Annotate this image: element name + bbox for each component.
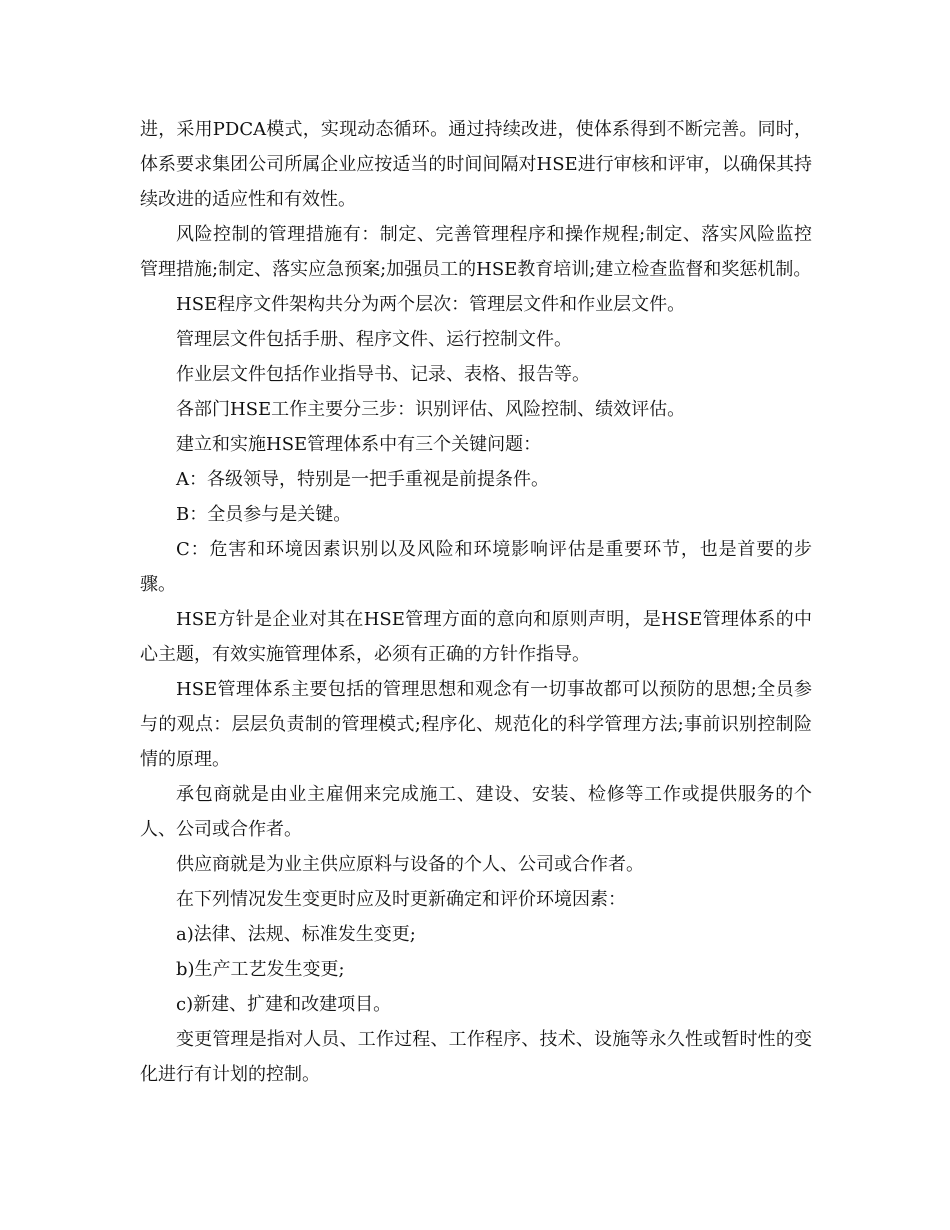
paragraph-risk-control-measures: 风险控制的管理措施有：制定、完善管理程序和操作规程;制定、落实风险监控管理措施;制定、落实应急预案;加强员工的HSE教育培训;建立检查监督和奖惩机制。	[140, 224, 812, 280]
paragraph-key-issues: 建立和实施HSE管理体系中有三个关键问题：	[176, 434, 542, 455]
list-item-a: A：各级领导，特别是一把手重视是前提条件。	[176, 469, 549, 490]
paragraph-operation-docs: 作业层文件包括作业指导书、记录、表格、报告等。	[176, 364, 590, 385]
paragraph-three-steps: 各部门HSE工作主要分三步：识别评估、风险控制、绩效评估。	[176, 399, 686, 420]
list-item-law-changes: a)法律、法规、标准发生变更;	[176, 924, 416, 945]
paragraph-hse-policy: HSE方针是企业对其在HSE管理方面的意向和原则声明，是HSE管理体系的中心主题，有效实施管理体系，必须有正确的方针作指导。	[140, 609, 812, 665]
paragraph-contractor: 承包商就是由业主雇佣来完成施工、建设、安装、检修等工作或提供服务的个人、公司或合作者。	[140, 784, 812, 840]
paragraph-document-structure: HSE程序文件架构共分为两个层次：管理层文件和作业层文件。	[176, 294, 686, 315]
paragraph-update-conditions: 在下列情况发生变更时应及时更新确定和评价环境因素：	[176, 889, 626, 910]
list-item-b: B：全员参与是关键。	[176, 504, 352, 525]
paragraph-continuation: 进，采用PDCA模式，实现动态循环。通过持续改进，使体系得到不断完善。同时，体系要求集团公司所属企业应按适当的时间间隔对HSE进行审核和评审，以确保其持续改进的适应性和有效性。	[140, 119, 812, 210]
paragraph-change-management: 变更管理是指对人员、工作过程、工作程序、技术、设施等永久性或暂时性的变化进行有计划的控制。	[140, 1029, 812, 1085]
paragraph-supplier: 供应商就是为业主供应原料与设备的个人、公司或合作者。	[176, 854, 644, 875]
paragraph-management-docs: 管理层文件包括手册、程序文件、运行控制文件。	[176, 329, 572, 350]
paragraph-hse-ideas: HSE管理体系主要包括的管理思想和观念有一切事故都可以预防的思想;全员参与的观点：层层负责制的管理模式;程序化、规范化的科学管理方法;事前识别控制险情的原理。	[140, 679, 812, 770]
document-page	[140, 112, 812, 1092]
list-item-process-changes: b)生产工艺发生变更;	[176, 959, 345, 980]
list-item-new-projects: c)新建、扩建和改建项目。	[176, 994, 392, 1015]
list-item-c: C：危害和环境因素识别以及风险和环境影响评估是重要环节，也是首要的步骤。	[140, 539, 812, 595]
